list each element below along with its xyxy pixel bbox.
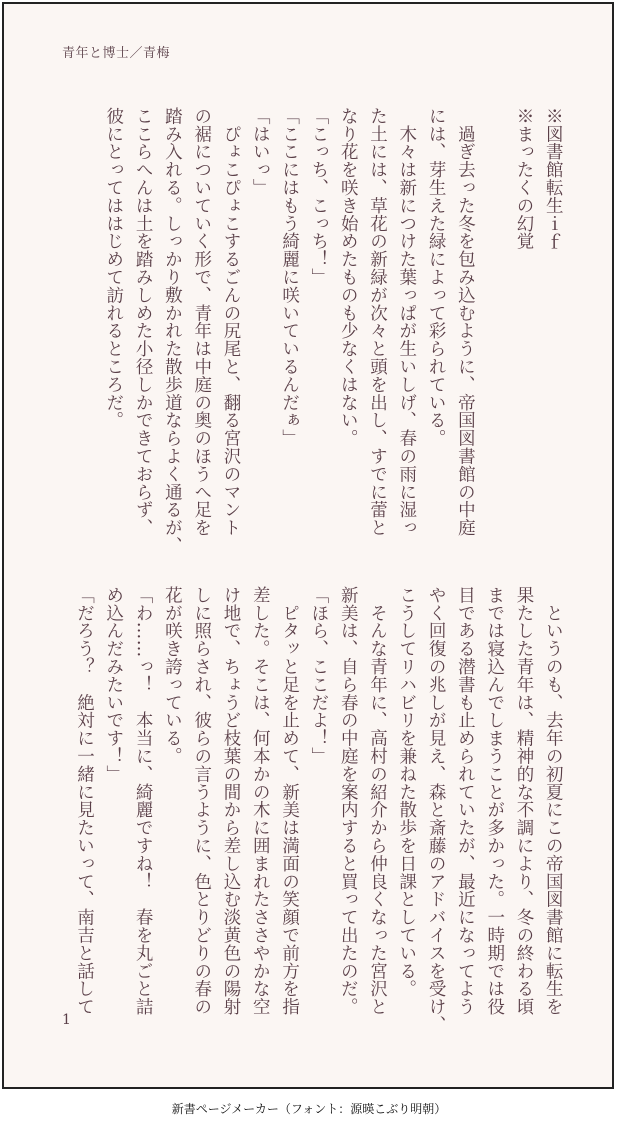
text-line: け地で、ちょうど枝葉の間から差し込む淡黄色の陽射 bbox=[220, 586, 241, 1016]
text-line: 踏み入れる。しっかり敷かれた散歩道ならよく通るが、 bbox=[162, 107, 183, 555]
page-number: 1 bbox=[62, 1012, 71, 1028]
text-line: ピタッと足を止めて、新美は満面の笑顔で前方を指 bbox=[279, 586, 300, 1016]
text-line: 過ぎ去った冬を包み込むように、帝国図書館の中庭 bbox=[455, 107, 476, 537]
text-line: やく回復の兆しが見え、森と斎藤のアドバイスを受け、 bbox=[426, 586, 447, 1034]
text-line: には、芽生えた緑によって彩られている。 bbox=[426, 107, 447, 448]
text-line: 「こっち、こっち！」 bbox=[308, 107, 329, 286]
page-header-title: 青年と博士／青梅 bbox=[62, 46, 171, 61]
text-line: 木々は新につけた葉っぱが生いしげ、春の雨に湿っ bbox=[396, 107, 417, 537]
text-line: 彼にとってははじめて訪れるところだ。 bbox=[103, 107, 124, 430]
text-line: 差した。そこは、何本かの木に囲まれたささやかな空 bbox=[250, 586, 271, 1016]
text-line: までは寝込んでしまうことが多かった。一時期では役 bbox=[484, 586, 505, 1016]
text-line: 花が咲き誇っている。 bbox=[162, 586, 183, 765]
text-line: そんな青年に、高村の紹介から仲良くなった宮沢と bbox=[367, 586, 388, 1016]
text-line: ※まったくの幻覚 bbox=[513, 107, 534, 251]
footer-credit: 新書ページメーカー（フォント：源暎こぶり明朝） bbox=[171, 1102, 447, 1116]
text-line: た土には、草花の新緑が次々と頭を出し、すでに蕾と bbox=[367, 107, 388, 537]
text-line: というのも、去年の初夏にこの帝国図書館に転生を bbox=[543, 586, 564, 1016]
text-line: 目である潜書も止められていたが、最近になってよう bbox=[455, 586, 476, 1016]
text-line: ここらへんは土を踏みしめた小径しかできておらず、 bbox=[133, 107, 154, 537]
text-line: 「はいっ」 bbox=[250, 107, 271, 197]
text-line: しに照らされ、彼らの言うように、色とりどりの春の bbox=[191, 586, 212, 1016]
text-line: こうしてリハビリを兼ねた散歩を日課としている。 bbox=[396, 586, 417, 998]
text-line: なり花を咲き始めたものも少なくはない。 bbox=[338, 107, 359, 448]
text-line: 果たした青年は、精神的な不調により、冬の終わる頃 bbox=[513, 586, 534, 1016]
text-line: 「だろう？ 絶対に一緒に見たいって、南吉と話して bbox=[74, 586, 95, 1016]
text-line: 「ここにはもう綺麗に咲いているんだぁ」 bbox=[279, 107, 300, 448]
book-page bbox=[2, 2, 614, 1089]
text-block-bottom bbox=[4, 586, 616, 1034]
text-line: 「わ……っ！ 本当に、綺麗ですね！ 春を丸ごと詰 bbox=[133, 586, 154, 1016]
text-line: ぴょこぴょこするごんの尻尾と、翻る宮沢のマント bbox=[220, 107, 241, 537]
text-line: 新美は、自ら春の中庭を案内すると買って出たのだ。 bbox=[338, 586, 359, 1016]
text-line: め込んだみたいです！」 bbox=[103, 586, 124, 783]
text-block-top bbox=[4, 107, 616, 555]
text-line: 「ほら、ここだよ！」 bbox=[308, 586, 329, 765]
text-line: ※図書館転生ｉｆ bbox=[543, 107, 564, 251]
text-line: の裾についていく形で、青年は中庭の奥のほうへ足を bbox=[191, 107, 212, 537]
